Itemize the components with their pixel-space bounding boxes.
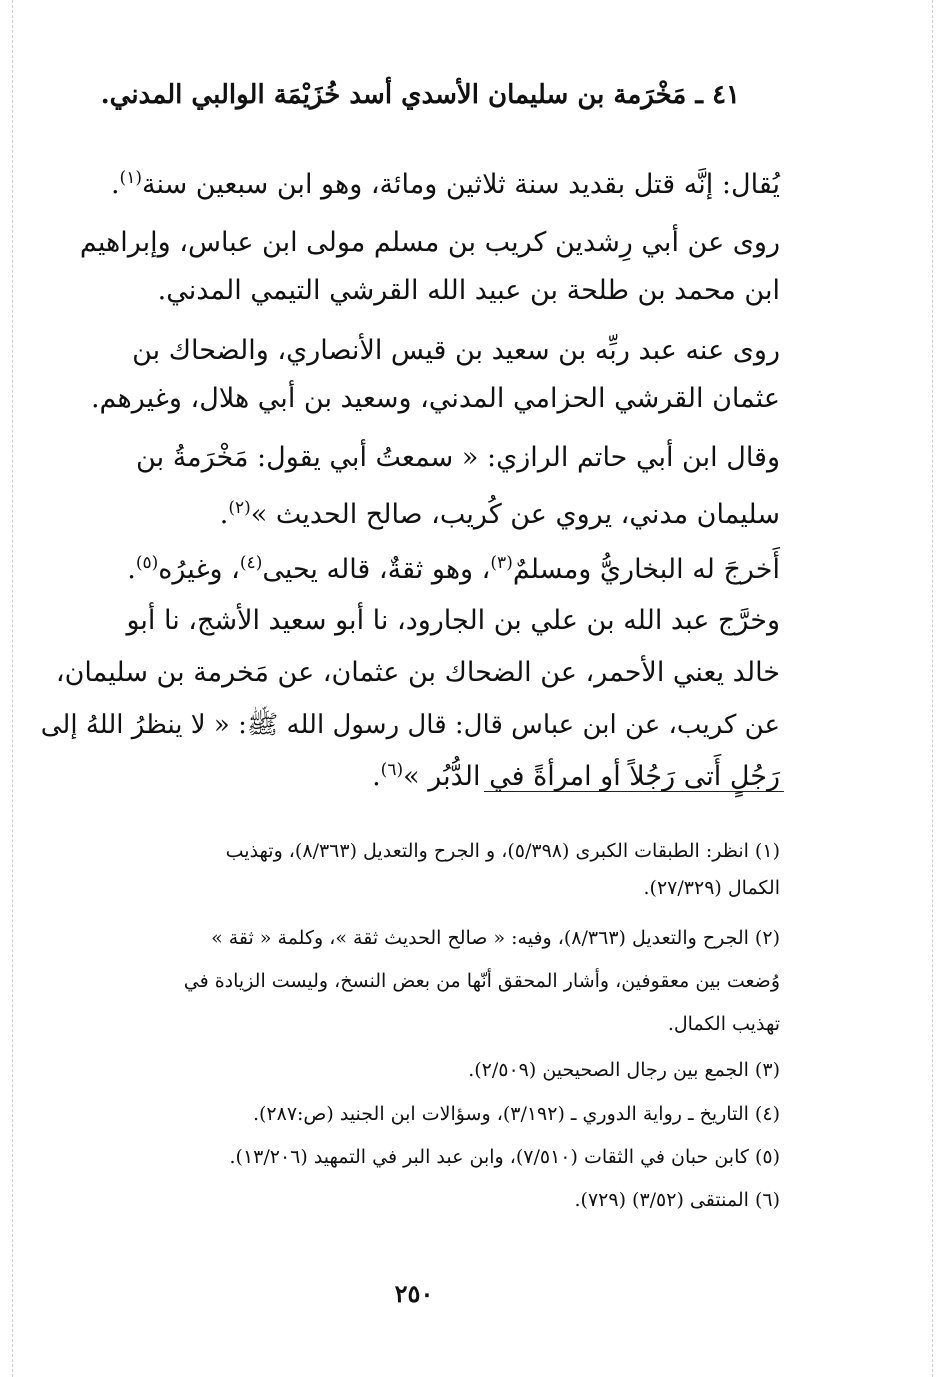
text-run: ، وغيرُه [158,554,240,585]
text-run: سليمان مدني، يروي عن كُريب، صالح الحديث » [250,499,780,530]
page-number: ٢٥٠ [394,1279,434,1308]
footnote-ref-4: (٤) [239,553,263,573]
text-run: . [110,169,120,200]
footnote-1-line-1: (١) انظر: الطبقات الكبرى (٥/٣٩٨)، و الجرح والتعديل (٨/٣٦٣)، وتهذيب [225,840,780,862]
paragraph-1-line-1 [38,160,780,203]
footnote-6: (٦) المنتقى (٣/٥٢) (٧٢٩). [574,1189,780,1211]
text-run: . [372,761,381,792]
text-run: ، وهو ثقةٌ، قاله يحيى [262,554,491,585]
footnote-ref-6: (٦) [380,760,404,780]
paragraph-2-line-1: روى عن أبي رِشدين كريب بن مسلم مولى ابن عباس، وإبراهيم [79,227,780,258]
footnote-2-line-2: وُضعت بين معقوفين، وأشار المحقق أنّها من بعض النسخ، وليست الزيادة في [183,970,780,992]
footnote-ref-5: (٥) [135,553,159,573]
footnote-1-line-2: الكمال (٢٧/٣٢٩). [643,877,780,899]
text-run: . [219,499,229,530]
footnote-5: (٥) كابن حبان في الثقات (٧/٥١٠)، وابن عبد البر في التمهيد (١٣/٢٠٦). [229,1146,780,1168]
footnote-separator [484,791,784,792]
footnote-3: (٣) الجمع بين رجال الصحيحين (٢/٥٠٩). [468,1059,780,1081]
footnote-4: (٤) التاريخ ـ رواية الدوري ـ (٣/١٩٢)، وسؤالات ابن الجنيد (ص:٢٨٧). [252,1103,780,1125]
paragraph-3-line-1: روى عنه عبد ربِّه بن سعيد بن قيس الأنصاري، والضحاك بن [132,335,780,366]
text-run: . [127,554,136,585]
footnote-2-line-1: (٢) الجرح والتعديل (٨/٣٦٣)، وفيه: « صالح الحديث ثقة »، وكلمة « ثقة » [211,927,780,949]
paragraph-6-line-1: وخرَّج عبد الله بن علي بن الجارود، نا أبو سعيد الأشج، نا أبو [126,605,780,636]
scan-guide-line [12,0,13,1377]
text-run: رَجُلٍ أَتى رَجُلاً أو امرأةً في الدُّبُر » [403,761,780,792]
paragraph-2-line-2: ابن محمد بن طلحة بن عبيد الله القرشي التيمي المدني. [157,275,780,306]
entry-heading: ٤١ ـ مَخْرَمة بن سليمان الأسدي أسد خُزَيْمَة الوالبي المدني. [100,80,740,110]
footnote-ref-1: (١) [119,168,142,188]
paragraph-3-line-2: عثمان القرشي الحزامي المدني، وسعيد بن أبي هلال، وغيرهم. [90,383,780,414]
paragraph-5-line-1 [38,545,780,588]
footnote-ref-2: (٢) [228,498,251,518]
paragraph-6-line-2: خالد يعني الأحمر، عن الضحاك بن عثمان، عن مَخرمة بن سليمان، [55,657,780,688]
footnote-2-line-3: تهذيب الكمال. [667,1013,780,1035]
scan-guide-line [932,0,933,1377]
footnote-ref-3: (٣) [490,553,513,573]
text-run: يُقال: إنَّه قتل بقديد سنة ثلاثين ومائة، وهو ابن سبعين سنة [141,169,780,200]
paragraph-6-line-3: عن كريب، عن ابن عباس قال: قال رسول الله ﷺ: « لا ينظرُ اللهُ إلى [40,710,780,740]
paragraph-6-line-4 [38,752,780,795]
paragraph-4-line-1: وقال ابن أبي حاتم الرازي: « سمعتُ أبي يقول: مَخْرَمةُ بن [136,442,780,473]
paragraph-4-line-2 [38,490,780,533]
text-run: أَخرجَ له البخاريُّ ومسلمٌ [512,554,780,585]
